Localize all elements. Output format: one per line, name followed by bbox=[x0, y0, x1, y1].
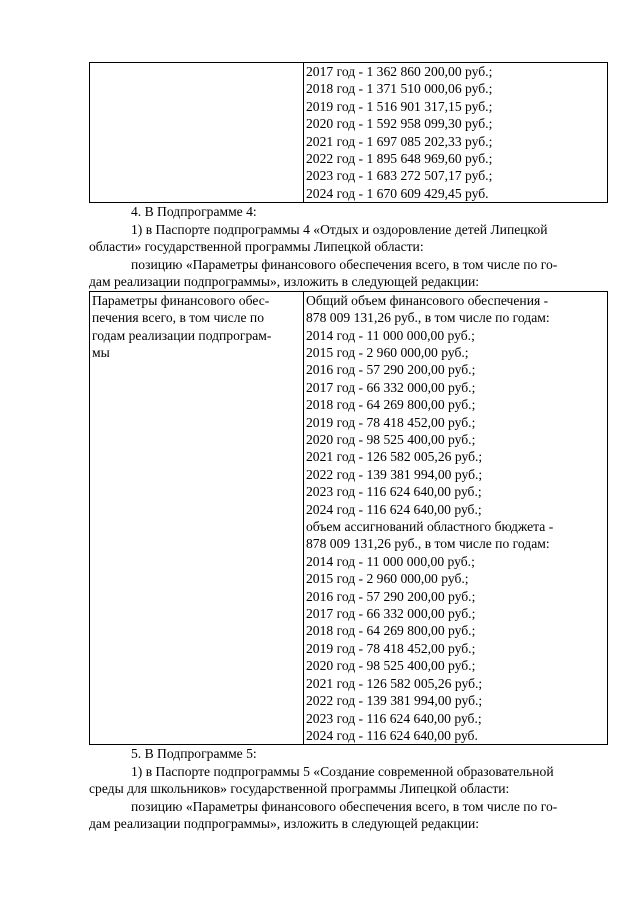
value-line: 2020 год - 98 525 400,00 руб.; bbox=[306, 658, 476, 674]
value-line: 2020 год - 98 525 400,00 руб.; bbox=[306, 432, 476, 447]
value-line: 2015 год - 2 960 000,00 руб.; bbox=[306, 571, 469, 587]
table-cell-years bbox=[304, 63, 608, 203]
section-4-position-line-2: дам реализации подпрограммы», изложить в следующей редакции: bbox=[89, 274, 480, 290]
year-line: 2020 год - 1 592 958 099,30 руб.; bbox=[306, 116, 493, 132]
year-line: 2021 год - 1 697 085 202,33 руб.; bbox=[306, 133, 493, 149]
year-line: 2017 год - 1 362 860 200,00 руб.; bbox=[306, 64, 493, 79]
label-line: мы bbox=[92, 344, 110, 360]
section-5-heading: 5. В Подпрограмме 5: bbox=[131, 746, 257, 762]
value-line: 2017 год - 66 332 000,00 руб.; bbox=[306, 379, 476, 395]
value-line: 2016 год - 57 290 200,00 руб.; bbox=[306, 362, 476, 378]
table-cell-parameter-label bbox=[90, 291, 304, 745]
section-5-item-1-line-1: 1) в Паспорте подпрограммы 5 «Создание современной образовательной bbox=[131, 763, 554, 779]
value-line: 2016 год - 57 290 200,00 руб.; bbox=[306, 588, 476, 604]
value-line: Общий объем финансового обеспечения - bbox=[306, 292, 549, 308]
value-line: 2019 год - 78 418 452,00 руб.; bbox=[306, 640, 476, 656]
value-line: 2014 год - 11 000 000,00 руб.; bbox=[306, 553, 475, 569]
year-line: 2018 год - 1 371 510 000,06 руб.; bbox=[306, 81, 493, 97]
value-line: 2021 год - 126 582 005,26 руб.; bbox=[306, 675, 483, 691]
value-line: 2017 год - 66 332 000,00 руб.; bbox=[306, 606, 476, 622]
section-5-position-line-1: позицию «Параметры финансового обеспечения всего, в том числе по го- bbox=[131, 798, 558, 814]
year-line: 2022 год - 1 895 648 969,60 руб.; bbox=[306, 151, 493, 167]
document-page bbox=[89, 62, 608, 833]
value-line: 2024 год - 116 624 640,00 руб.; bbox=[306, 501, 482, 517]
section-4-heading: 4. В Подпрограмме 4: bbox=[131, 204, 257, 220]
value-line: 2022 год - 139 381 994,00 руб.; bbox=[306, 466, 483, 482]
value-line: 2021 год - 126 582 005,26 руб.; bbox=[306, 449, 483, 465]
section-4-item-1-line-1: 1) в Паспорте подпрограммы 4 «Отдых и оздоровление детей Липецкой bbox=[131, 221, 548, 237]
table-cell-financing-values bbox=[304, 291, 608, 745]
budget-table-subprogram-4 bbox=[89, 291, 608, 746]
budget-table-continued bbox=[89, 62, 608, 203]
value-line: 2023 год - 116 624 640,00 руб.; bbox=[306, 710, 482, 726]
table-cell-empty bbox=[90, 63, 304, 203]
section-4-position-line-1: позицию «Параметры финансового обеспечения всего, в том числе по го- bbox=[131, 256, 558, 272]
section-5-item-1-line-2: среды для школьников» государственной программы Липецкой области: bbox=[89, 781, 510, 797]
label-line: годам реализации подпрограм- bbox=[92, 327, 272, 343]
year-line: 2023 год - 1 683 272 507,17 руб.; bbox=[306, 168, 493, 184]
value-line: 2024 год - 116 624 640,00 руб. bbox=[306, 727, 478, 743]
table-row bbox=[90, 63, 608, 203]
section-5-position-line-2: дам реализации подпрограммы», изложить в следующей редакции: bbox=[89, 816, 480, 832]
table-row bbox=[90, 291, 608, 745]
value-line: 2022 год - 139 381 994,00 руб.; bbox=[306, 693, 483, 709]
value-line: 2014 год - 11 000 000,00 руб.; bbox=[306, 327, 475, 343]
value-line: 2019 год - 78 418 452,00 руб.; bbox=[306, 414, 476, 430]
value-line: 878 009 131,26 руб., в том числе по годам: bbox=[306, 536, 550, 552]
value-line: 2023 год - 116 624 640,00 руб.; bbox=[306, 484, 482, 500]
value-line: 2018 год - 64 269 800,00 руб.; bbox=[306, 397, 476, 413]
label-line: печения всего, в том числе по bbox=[92, 310, 264, 326]
value-line: 2018 год - 64 269 800,00 руб.; bbox=[306, 623, 476, 639]
value-line: объем ассигнований областного бюджета - bbox=[306, 519, 554, 535]
year-line: 2024 год - 1 670 609 429,45 руб. bbox=[306, 185, 489, 201]
label-line: Параметры финансового обес- bbox=[92, 292, 270, 308]
section-4-item-1-line-2: области» государственной программы Липецкой области: bbox=[89, 239, 424, 255]
year-line: 2019 год - 1 516 901 317,15 руб.; bbox=[306, 98, 493, 114]
value-line: 2015 год - 2 960 000,00 руб.; bbox=[306, 344, 469, 360]
value-line: 878 009 131,26 руб., в том числе по годам: bbox=[306, 310, 550, 326]
